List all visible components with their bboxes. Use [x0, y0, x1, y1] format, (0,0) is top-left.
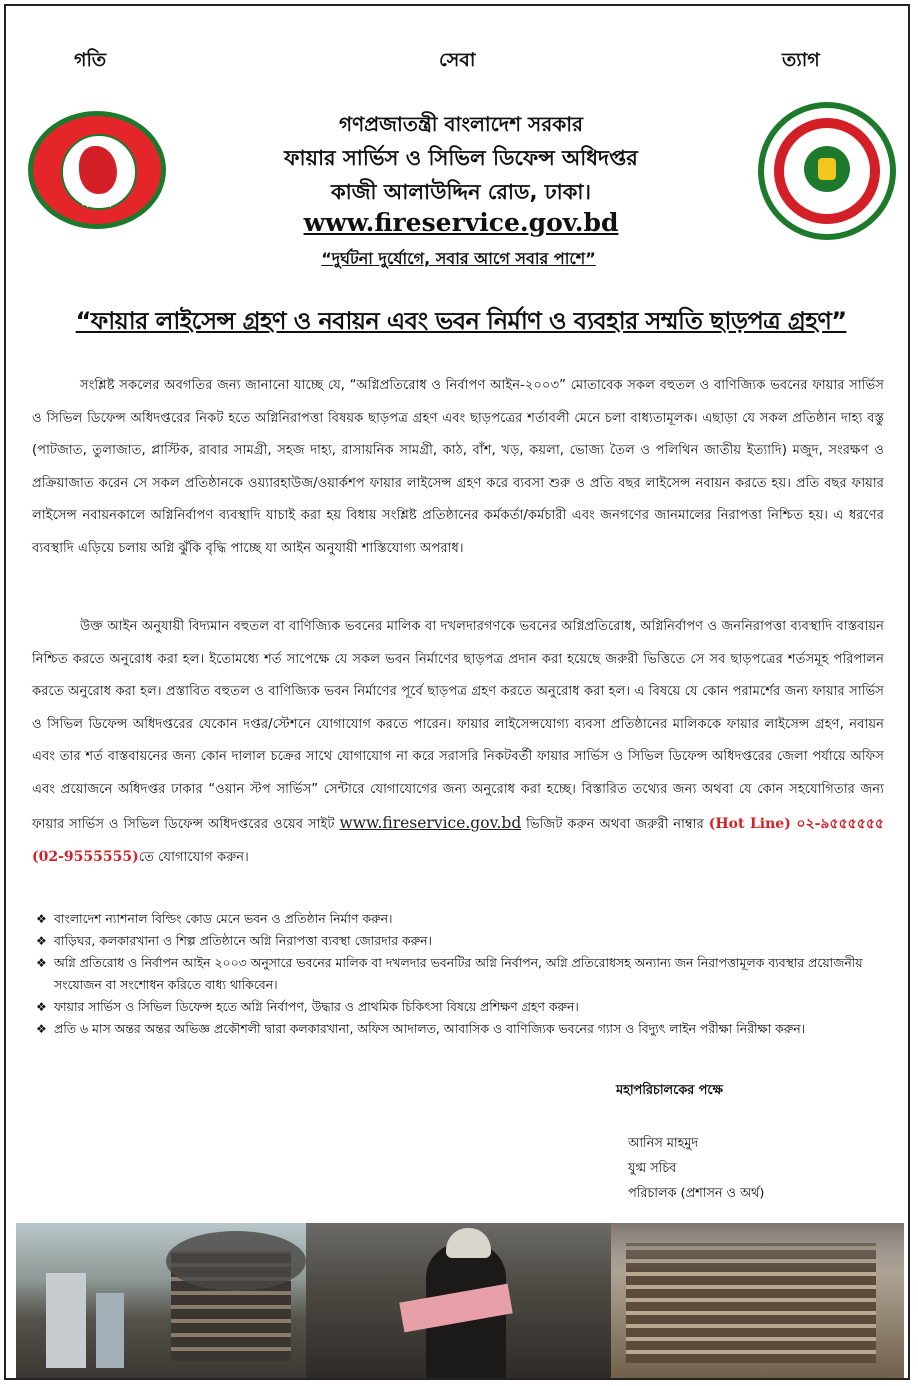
firefighter-rescue-photo — [306, 1223, 611, 1380]
bullet-diamond-icon: ❖ — [36, 912, 47, 926]
advertisement — [4, 4, 910, 1380]
address: কাজী আলাউদ্দিন রোড, ঢাকা। — [330, 180, 592, 204]
list-item: ❖ ফায়ার সার্ভিস ও সিভিল ডিফেন্স হতে অগ্নি নির্বাপণ, উদ্ধার ও প্রাথমিক চিকিৎসা বিষয়ে প্রশিক্ষণ গ্রহণ করুন। — [36, 996, 888, 1018]
signatory-designation: যুগ্ম সচিব — [628, 1161, 677, 1176]
motto-left: গতি — [74, 49, 107, 71]
bullet-diamond-icon: ❖ — [36, 956, 47, 970]
fire-service-logo — [758, 102, 896, 240]
paragraph-1: সংশ্লিষ্ট সকলের অবগতির জন্য জানানো যাচ্ছে যে, “অগ্নিপ্রতিরোধ ও নির্বাপণ আইন-২০০৩” মোতাবেক সকল বহুতল ও বাণিজ্যিক ভবনের ফায়ার সার্ভিস ও সিভিল ডিফেন্স অধিদপ্তরের নিকট হতে অগ্নিনিরাপত্তা বিষয়ক ছাড়পত্র গ্রহণ এবং ছাড়পত্রের শর্তাবলী মেনে চলা বাধ্যতামূলক। এছাড়া যে সকল প্রতিষ্ঠান দাহ্য বস্তু (পাটজাত, তুলাজাত, প্লাস্টিক, রাবার সামগ্রী, সহজ দাহ্য, রাসায়নিক সামগ্রী, কাঠ, বাঁশ, খড়, কয়লা, ভোজ্য তৈল ও পলিথিন জাতীয় ইত্যাদি) মজুদ, সংরক্ষণ ও প্রক্রিয়াজাত করেন সে সকল প্রতিষ্ঠানকে ওয়্যারহাউজ/ওয়ার্কশপ ফায়ার লাইসেন্স গ্রহণ করে ব্যবসা শুরু ও প্রতি বছর লাইসেন্স নবায়ন করতে হয়। প্রতি বছর ফায়ার লাইসেন্স নবায়নকালে অগ্নিনির্বাপণ ব্যবস্থাদি যাচাই করা হয় বিধায় সংশ্লিষ্ট প্রতিষ্ঠানের কর্মকর্তা/কর্মচারী এবং জনগণের জানমালের নিরাপত্তা নিশ্চিত হয়। এ ধরণের ব্যবস্থাদি এড়িয়ে চলায় অগ্নি ঝুঁকি বৃদ্ধি পাচ্ছে যা আইন অনুযায়ী শাস্তিযোগ্য অপরাধ। — [32, 378, 884, 556]
burning-building-photo — [16, 1223, 306, 1380]
notice-title: “ফায়ার লাইসেন্স গ্রহণ ও নবায়ন এবং ভবন নির্মাণ ও ব্যবহার সম্মতি ছাড়পত্র গ্রহণ” — [75, 307, 847, 335]
slogan: “দুর্ঘটনা দুর্যোগে, সবার আগে সবার পাশে” — [321, 249, 596, 268]
website-inline-link[interactable]: www.fireservice.gov.bd — [339, 813, 522, 832]
motto-center: সেবা — [439, 49, 476, 71]
hotline-number: (Hot Line) ০২-৯৫৫৫৫৫৫ (02-9555555) — [32, 815, 885, 866]
list-item: ❖ অগ্নি প্রতিরোধ ও নির্বাপন আইন ২০০৩ অনুসারে ভবনের মালিক বা দখলদার ভবনটির অগ্নি নির্বাপন, অগ্নি প্রতিরোধসহ অন্যান্য জন নিরাপত্তামূলক ব্যবস্থার প্রয়োজনীয় সংযোজন বা সংশোধন করিতে বাধ্য থাকিবেন। — [36, 952, 888, 996]
list-item: ❖ বাংলাদেশ ন্যাশনাল বিল্ডিং কোড মেনে ভবন ও প্রতিষ্ঠান নির্মাণ করুন। — [36, 908, 888, 930]
fire-helmet-icon — [818, 158, 836, 180]
website-link[interactable]: www.fireservice.gov.bd — [303, 208, 619, 237]
motto-right: ত্যাগ — [782, 49, 820, 71]
bullet-diamond-icon: ❖ — [36, 1000, 47, 1014]
paragraph-2-end: তে যোগাযোগ করুন। — [138, 850, 249, 866]
paragraph-2-text: উক্ত আইন অনুযায়ী বিদ্যমান বহুতল বা বাণিজ্যিক ভবনের মালিক বা দখলদারগণকে ভবনের অগ্নিপ্রতিরোধ, অগ্নিনির্বাপণ ও জননিরাপত্তা ব্যবস্থাদি বাস্তবায়ন নিশ্চিত করতে অনুরোধ করা হল। ইতোমধ্যে শর্ত সাপেক্ষে যে সকল ভবন নির্মাণের ছাড়পত্র প্রদান করা হয়েছে জরুরী ভিত্তিতে সে সব ছাড়পত্রের শর্তসমূহ পরিপালন করতে অনুরোধ করা হল। প্রস্তাবিত বহুতল ও বাণিজ্যিক ভবন নির্মাণের পূর্বে ছাড়পত্র গ্রহণ করতে অনুরোধ করা হল। এ বিষয়ে যে কোন পরামর্শের জন্য ফায়ার সার্ভিস ও সিভিল ডিফেন্স অধিদপ্তরের যেকোন দপ্তর/স্টেশনে যোগাযোগ করতে পারেন। ফায়ার লাইসেন্সযোগ্য ব্যবসা প্রতিষ্ঠানের মালিককে ফায়ার লাইসেন্স গ্রহণ, নবায়ন এবং তার শর্ত বাস্তবায়নের জন্য কোন দালাল চক্রের সাথে যোগাযোগ না করে সরাসরি নিকটবর্তী ফায়ার সার্ভিস ও সিভিল ডিফেন্স অধিদপ্তরের জেলা পর্যায়ে অফিস এবং প্রয়োজনে অধিদপ্তর ঢাকার “ওয়ান স্টপ সার্ভিস” সেন্টারে যোগাযোগের জন্য অনুরোধ করা হচ্ছে। বিস্তারিত তথ্যের জন্য অথবা যে কোন সহযোগিতার জন্য ফায়ার সার্ভিস ও সিভিল ডিফেন্স অধিদপ্তরের ওয়েব সাইট — [32, 619, 884, 832]
instruction-list — [36, 908, 888, 1040]
smoking-building-photo — [611, 1223, 904, 1380]
bullet-diamond-icon: ❖ — [36, 934, 47, 948]
on-behalf-label: মহাপরিচালকের পক্ষে — [616, 1083, 723, 1098]
seal-label: সরকার — [81, 197, 113, 210]
paragraph-2 — [32, 611, 884, 875]
bullet-diamond-icon: ❖ — [36, 1022, 47, 1036]
list-item: ❖ প্রতি ৬ মাস অন্তর অন্তর অভিজ্ঞ প্রকৌশলী দ্বারা কলকারখানা, অফিস আদালত, আবাসিক ও বাণিজ্যিক ভবনের গ্যাস ও বিদ্যুৎ লাইন পরীক্ষা নিরীক্ষা করুন। — [36, 1018, 888, 1040]
signatory-position: পরিচালক (প্রশাসন ও অর্থ) — [628, 1186, 765, 1201]
paragraph-2-mid: ভিজিট করুন অথবা জরুরী নাম্বার — [526, 816, 704, 832]
government-seal-logo — [28, 111, 166, 229]
list-item: ❖ বাড়িঘর, কলকারখানা ও শিল্প প্রতিষ্ঠানে অগ্নি নিরাপত্তা ব্যবস্থা জোরদার করুন। — [36, 930, 888, 952]
gov-name: গণপ্রজাতন্ত্রী বাংলাদেশ সরকার — [339, 112, 583, 136]
signatory-name: আনিস মাহমুদ — [628, 1136, 699, 1151]
department-name: ফায়ার সার্ভিস ও সিভিল ডিফেন্স অধিদপ্তর — [284, 146, 638, 170]
